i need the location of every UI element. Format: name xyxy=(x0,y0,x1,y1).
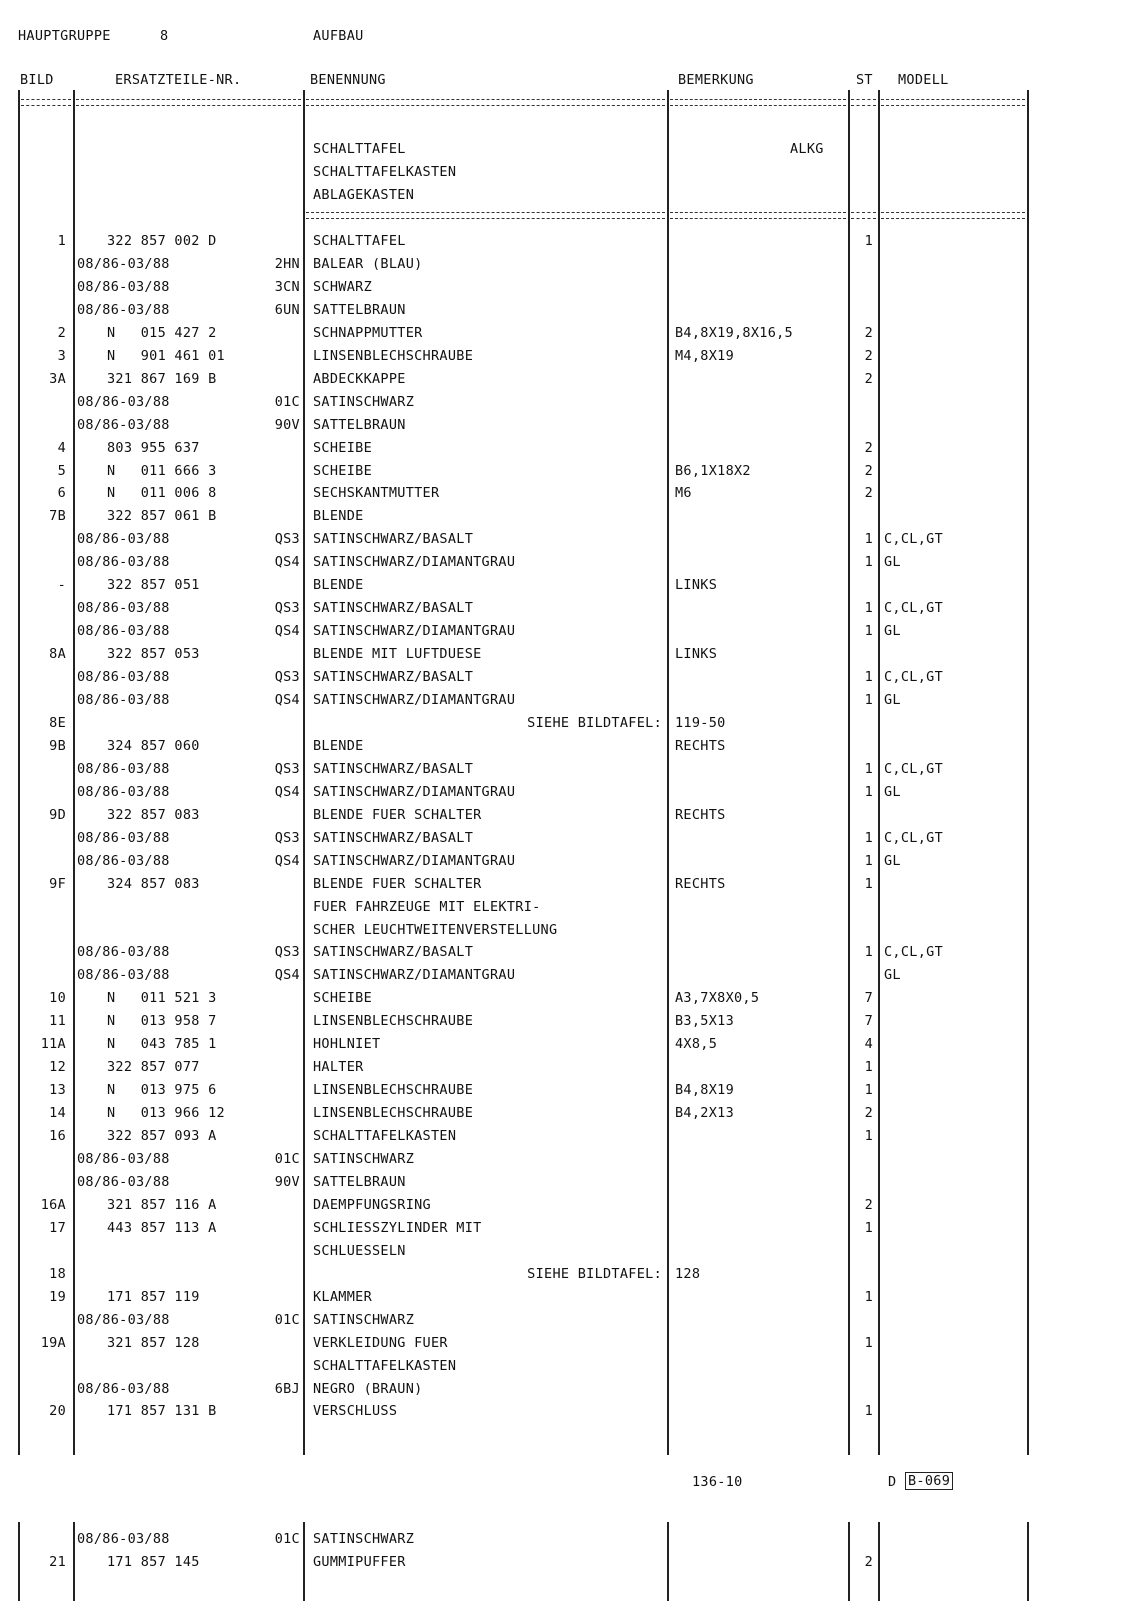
validity-dates: 08/86-03/88 xyxy=(77,944,170,961)
part-name: SCHEIBE xyxy=(313,462,372,479)
double-rule xyxy=(670,212,846,219)
bild-number: 19A xyxy=(40,1334,66,1351)
validity-dates: 08/86-03/88 xyxy=(77,623,170,640)
bild-number: 9B xyxy=(49,737,66,754)
language-code: D xyxy=(888,1474,897,1490)
remark: 119-50 xyxy=(675,714,726,731)
part-name: DAEMPFUNGSRING xyxy=(313,1196,431,1213)
page-reference: 136-10 xyxy=(692,1474,743,1490)
part-number: 324 857 060 xyxy=(107,737,200,754)
part-name: SATINSCHWARZ/DIAMANTGRAU xyxy=(313,852,516,869)
part-number: N 901 461 01 xyxy=(107,347,225,364)
validity-dates: 08/86-03/88 xyxy=(77,531,170,548)
remark: 128 xyxy=(675,1265,701,1282)
part-name: BLENDE FUER SCHALTER xyxy=(313,875,482,892)
validity-dates: 08/86-03/88 xyxy=(77,278,170,295)
validity-dates: 08/86-03/88 xyxy=(77,760,170,777)
validity-dates: 08/86-03/88 xyxy=(77,255,170,272)
part-name: ABDECKKAPPE xyxy=(313,370,406,387)
part-name: SATINSCHWARZ/BASALT xyxy=(313,531,474,548)
double-rule xyxy=(851,99,876,106)
part-name: SCHEIBE xyxy=(313,439,372,456)
part-name: SCHER LEUCHTWEITENVERSTELLUNG xyxy=(313,921,558,938)
remark: RECHTS xyxy=(675,875,726,892)
part-name: BLENDE xyxy=(313,737,364,754)
part-name: SATINSCHWARZ/DIAMANTGRAU xyxy=(313,554,516,571)
part-number: N 043 785 1 xyxy=(107,1036,217,1053)
part-name: SCHALTTAFEL xyxy=(313,233,406,249)
part-name: SCHEIBE xyxy=(313,990,372,1007)
quantity: 1 xyxy=(864,1219,873,1236)
model: C,CL,GT xyxy=(884,944,943,961)
part-name: BLENDE FUER SCHALTER xyxy=(313,806,482,823)
model: C,CL,GT xyxy=(884,669,943,686)
part-name: SIEHE BILDTAFEL: xyxy=(527,1265,662,1282)
quantity: 1 xyxy=(864,1288,873,1305)
bild-number: 11 xyxy=(49,1013,66,1030)
column-divider xyxy=(73,90,75,1455)
color-code: QS3 xyxy=(274,531,300,548)
column-divider xyxy=(848,90,850,1455)
part-number: 322 857 093 A xyxy=(107,1128,217,1145)
bild-number: 21 xyxy=(49,1553,66,1570)
color-code: QS4 xyxy=(274,852,300,869)
validity-dates: 08/86-03/88 xyxy=(77,783,170,800)
color-code: QS4 xyxy=(274,692,300,708)
group-name: AUFBAU xyxy=(313,28,364,44)
model: GL xyxy=(884,783,901,800)
quantity: 1 xyxy=(864,623,873,640)
color-code: 3CN xyxy=(274,278,300,295)
part-name: SECHSKANTMUTTER xyxy=(313,485,440,502)
validity-dates: 08/86-03/88 xyxy=(77,1173,170,1190)
color-code: QS3 xyxy=(274,669,300,686)
bild-number: 3A xyxy=(49,370,66,387)
color-code: QS4 xyxy=(274,967,300,984)
color-code: QS4 xyxy=(274,623,300,640)
double-rule xyxy=(881,212,1025,219)
color-code: QS4 xyxy=(274,554,300,571)
part-name: SCHALTTAFELKASTEN xyxy=(313,1357,457,1374)
validity-dates: 08/86-03/88 xyxy=(77,1311,170,1328)
part-name: LINSENBLECHSCHRAUBE xyxy=(313,347,474,364)
page-code: B-069 xyxy=(905,1472,953,1490)
quantity: 1 xyxy=(864,692,873,708)
column-divider xyxy=(303,1522,305,1601)
quantity: 1 xyxy=(864,554,873,571)
part-number: 322 857 061 B xyxy=(107,508,217,525)
quantity: 1 xyxy=(864,233,873,249)
bild-number: 13 xyxy=(49,1082,66,1099)
col-header-name: BENENNUNG xyxy=(310,72,386,88)
part-number: 321 867 169 B xyxy=(107,370,217,387)
bild-number: 19 xyxy=(49,1288,66,1305)
remark: B4,8X19 xyxy=(675,1082,734,1099)
part-name: SATINSCHWARZ/BASALT xyxy=(313,600,474,617)
quantity: 1 xyxy=(864,600,873,617)
remark: LINKS xyxy=(675,577,718,594)
quantity: 2 xyxy=(864,324,873,341)
bild-number: 10 xyxy=(49,990,66,1007)
part-name: NEGRO (BRAUN) xyxy=(313,1380,423,1397)
bild-number: 2 xyxy=(57,324,66,341)
quantity: 1 xyxy=(864,1403,873,1420)
part-name: BLENDE MIT LUFTDUESE xyxy=(313,646,482,663)
part-number: 322 857 051 xyxy=(107,577,200,594)
part-name: SCHLUESSELN xyxy=(313,1242,406,1259)
part-name: GUMMIPUFFER xyxy=(313,1553,406,1570)
quantity: 2 xyxy=(864,462,873,479)
part-name: SATINSCHWARZ/DIAMANTGRAU xyxy=(313,967,516,984)
col-header-part: ERSATZTEILE-NR. xyxy=(115,72,242,88)
part-number: 322 857 002 D xyxy=(107,233,217,249)
part-name: SATINSCHWARZ xyxy=(313,393,415,410)
bild-number: - xyxy=(57,577,66,594)
bild-number: 16 xyxy=(49,1128,66,1145)
quantity: 1 xyxy=(864,760,873,777)
part-number: N 013 958 7 xyxy=(107,1013,217,1030)
validity-dates: 08/86-03/88 xyxy=(77,393,170,410)
quantity: 2 xyxy=(864,1553,873,1570)
remark: LINKS xyxy=(675,646,718,663)
column-divider xyxy=(18,1522,20,1601)
bild-number: 1 xyxy=(57,233,66,249)
remark: RECHTS xyxy=(675,737,726,754)
part-number: 322 857 077 xyxy=(107,1059,200,1076)
validity-dates: 08/86-03/88 xyxy=(77,692,170,708)
quantity: 1 xyxy=(864,944,873,961)
part-name: VERSCHLUSS xyxy=(313,1403,398,1420)
part-number: 321 857 116 A xyxy=(107,1196,217,1213)
col-header-model: MODELL xyxy=(898,72,949,88)
quantity: 2 xyxy=(864,439,873,456)
quantity: 1 xyxy=(864,852,873,869)
part-number: 321 857 128 xyxy=(107,1334,200,1351)
quantity: 1 xyxy=(864,1128,873,1145)
part-name: SATTELBRAUN xyxy=(313,416,406,433)
part-name: SATINSCHWARZ/BASALT xyxy=(313,669,474,686)
validity-dates: 08/86-03/88 xyxy=(77,967,170,984)
quantity: 1 xyxy=(864,1059,873,1076)
part-name: SATINSCHWARZ xyxy=(313,1151,415,1167)
remark: B4,2X13 xyxy=(675,1105,734,1122)
part-name: FUER FAHRZEUGE MIT ELEKTRI- xyxy=(313,898,541,915)
remark: M6 xyxy=(675,485,692,502)
bild-number: 8A xyxy=(49,646,66,663)
part-name: BLENDE xyxy=(313,508,364,525)
validity-dates: 08/86-03/88 xyxy=(77,1380,170,1397)
part-name: SCHNAPPMUTTER xyxy=(313,324,423,341)
part-number: N 013 966 12 xyxy=(107,1105,225,1122)
part-number: 171 857 119 xyxy=(107,1288,200,1305)
color-code: 01C xyxy=(274,1311,300,1328)
quantity: 1 xyxy=(864,829,873,846)
section-code: ALKG xyxy=(790,141,824,157)
part-number: N 013 975 6 xyxy=(107,1082,217,1099)
part-name: SATTELBRAUN xyxy=(313,301,406,318)
bild-number: 9D xyxy=(49,806,66,823)
part-name: SATINSCHWARZ/BASALT xyxy=(313,944,474,961)
part-name: SCHLIESSZYLINDER MIT xyxy=(313,1219,482,1236)
col-header-st: ST xyxy=(856,72,873,88)
part-number: N 011 666 3 xyxy=(107,462,217,479)
quantity: 7 xyxy=(864,990,873,1007)
part-name: LINSENBLECHSCHRAUBE xyxy=(313,1105,474,1122)
column-divider xyxy=(848,1522,850,1601)
bild-number: 9F xyxy=(49,875,66,892)
color-code: QS3 xyxy=(274,944,300,961)
validity-dates: 08/86-03/88 xyxy=(77,669,170,686)
quantity: 2 xyxy=(864,347,873,364)
part-name: SATINSCHWARZ xyxy=(313,1311,415,1328)
bild-number: 4 xyxy=(57,439,66,456)
column-divider xyxy=(73,1522,75,1601)
part-name: SATINSCHWARZ/BASALT xyxy=(313,829,474,846)
double-rule xyxy=(881,99,1025,106)
part-number: 324 857 083 xyxy=(107,875,200,892)
color-code: QS4 xyxy=(274,783,300,800)
part-name: SATINSCHWARZ/DIAMANTGRAU xyxy=(313,692,516,708)
remark: B4,8X19,8X16,5 xyxy=(675,324,793,341)
model: C,CL,GT xyxy=(884,600,943,617)
bild-number: 5 xyxy=(57,462,66,479)
validity-dates: 08/86-03/88 xyxy=(77,1151,170,1167)
bild-number: 12 xyxy=(49,1059,66,1076)
quantity: 2 xyxy=(864,370,873,387)
remark: B6,1X18X2 xyxy=(675,462,751,479)
bild-number: 14 xyxy=(49,1105,66,1122)
quantity: 1 xyxy=(864,1334,873,1351)
model: GL xyxy=(884,623,901,640)
bild-number: 7B xyxy=(49,508,66,525)
remark: RECHTS xyxy=(675,806,726,823)
quantity: 1 xyxy=(864,669,873,686)
part-number: 443 857 113 A xyxy=(107,1219,217,1236)
bild-number: 17 xyxy=(49,1219,66,1236)
model: C,CL,GT xyxy=(884,531,943,548)
quantity: 4 xyxy=(864,1036,873,1053)
color-code: 01C xyxy=(274,393,300,410)
part-name: SIEHE BILDTAFEL: xyxy=(527,714,662,731)
color-code: QS3 xyxy=(274,829,300,846)
part-number: 171 857 131 B xyxy=(107,1403,217,1420)
column-divider xyxy=(1027,1522,1029,1601)
validity-dates: 08/86-03/88 xyxy=(77,829,170,846)
color-code: 01C xyxy=(274,1531,300,1547)
col-header-remark: BEMERKUNG xyxy=(678,72,754,88)
model: C,CL,GT xyxy=(884,829,943,846)
validity-dates: 08/86-03/88 xyxy=(77,852,170,869)
double-rule xyxy=(306,212,665,219)
part-number: 322 857 083 xyxy=(107,806,200,823)
part-number: N 011 006 8 xyxy=(107,485,217,502)
model: C,CL,GT xyxy=(884,760,943,777)
validity-dates: 08/86-03/88 xyxy=(77,600,170,617)
color-code: 2HN xyxy=(274,255,300,272)
part-name: SCHALTTAFELKASTEN xyxy=(313,1128,457,1145)
bild-number: 8E xyxy=(49,714,66,731)
column-divider xyxy=(878,1522,880,1601)
quantity: 2 xyxy=(864,1105,873,1122)
validity-dates: 08/86-03/88 xyxy=(77,1531,170,1547)
section-title: SCHALTTAFEL xyxy=(313,141,406,157)
remark: M4,8X19 xyxy=(675,347,734,364)
part-number: 171 857 145 xyxy=(107,1553,200,1570)
part-name: SATINSCHWARZ/DIAMANTGRAU xyxy=(313,783,516,800)
quantity: 2 xyxy=(864,485,873,502)
part-name: BLENDE xyxy=(313,577,364,594)
part-name: SCHWARZ xyxy=(313,278,372,295)
quantity: 1 xyxy=(864,875,873,892)
part-number: 803 955 637 xyxy=(107,439,200,456)
validity-dates: 08/86-03/88 xyxy=(77,301,170,318)
quantity: 1 xyxy=(864,783,873,800)
part-name: SATINSCHWARZ/DIAMANTGRAU xyxy=(313,623,516,640)
section-title: SCHALTTAFELKASTEN xyxy=(313,164,457,180)
double-rule xyxy=(306,99,665,106)
column-divider xyxy=(18,90,20,1455)
bild-number: 3 xyxy=(57,347,66,364)
model: GL xyxy=(884,554,901,571)
color-code: 90V xyxy=(274,1173,300,1190)
validity-dates: 08/86-03/88 xyxy=(77,416,170,433)
color-code: QS3 xyxy=(274,600,300,617)
part-name: VERKLEIDUNG FUER xyxy=(313,1334,448,1351)
part-number: N 015 427 2 xyxy=(107,324,217,341)
color-code: 01C xyxy=(274,1151,300,1167)
part-name: HALTER xyxy=(313,1059,364,1076)
quantity: 1 xyxy=(864,1082,873,1099)
remark: A3,7X8X0,5 xyxy=(675,990,760,1007)
part-name: HOHLNIET xyxy=(313,1036,381,1053)
remark: B3,5X13 xyxy=(675,1013,734,1030)
double-rule xyxy=(21,99,71,106)
color-code: 6UN xyxy=(274,301,300,318)
group-label: HAUPTGRUPPE xyxy=(18,28,111,44)
quantity: 2 xyxy=(864,1196,873,1213)
bild-number: 11A xyxy=(40,1036,66,1053)
double-rule xyxy=(670,99,846,106)
part-number: 322 857 053 xyxy=(107,646,200,663)
part-name: SATINSCHWARZ/BASALT xyxy=(313,760,474,777)
double-rule xyxy=(851,212,876,219)
part-number: N 011 521 3 xyxy=(107,990,217,1007)
model: GL xyxy=(884,852,901,869)
bild-number: 18 xyxy=(49,1265,66,1282)
color-code: 6BJ xyxy=(274,1380,300,1397)
model: GL xyxy=(884,967,901,984)
color-code: QS3 xyxy=(274,760,300,777)
part-name: KLAMMER xyxy=(313,1288,372,1305)
part-name: LINSENBLECHSCHRAUBE xyxy=(313,1082,474,1099)
double-rule xyxy=(76,99,301,106)
part-name: LINSENBLECHSCHRAUBE xyxy=(313,1013,474,1030)
section-title: ABLAGEKASTEN xyxy=(313,187,415,203)
quantity: 1 xyxy=(864,531,873,548)
column-divider xyxy=(667,90,669,1455)
bild-number: 20 xyxy=(49,1403,66,1420)
validity-dates: 08/86-03/88 xyxy=(77,554,170,571)
column-divider xyxy=(1027,90,1029,1455)
part-name: BALEAR (BLAU) xyxy=(313,255,423,272)
col-header-bild: BILD xyxy=(20,72,54,88)
part-name: SATTELBRAUN xyxy=(313,1173,406,1190)
column-divider xyxy=(878,90,880,1455)
model: GL xyxy=(884,692,901,708)
column-divider xyxy=(667,1522,669,1601)
remark: 4X8,5 xyxy=(675,1036,718,1053)
group-number: 8 xyxy=(160,28,169,44)
bild-number: 16A xyxy=(40,1196,66,1213)
bild-number: 6 xyxy=(57,485,66,502)
part-name: SATINSCHWARZ xyxy=(313,1531,415,1547)
quantity: 7 xyxy=(864,1013,873,1030)
color-code: 90V xyxy=(274,416,300,433)
column-divider xyxy=(303,90,305,1455)
